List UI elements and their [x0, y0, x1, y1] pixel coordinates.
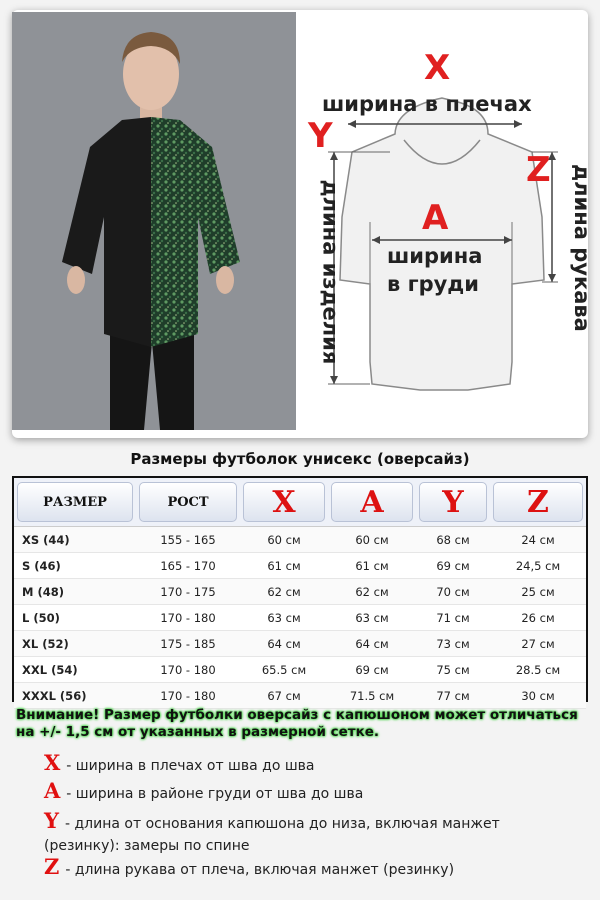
header-height: РОСТ	[136, 478, 240, 527]
cell-y: 73 см	[416, 631, 490, 657]
cell-y: 69 см	[416, 553, 490, 579]
measurement-diagram	[300, 12, 594, 430]
cell-a: 69 см	[328, 657, 416, 683]
cell-a: 64 см	[328, 631, 416, 657]
header-x: X	[240, 478, 328, 527]
model-photo	[12, 12, 296, 430]
cell-height: 165 - 170	[136, 553, 240, 579]
table-row	[14, 579, 586, 605]
cell-y: 77 см	[416, 683, 490, 709]
cell-height: 170 - 180	[136, 605, 240, 631]
header-size: РАЗМЕР	[14, 478, 136, 527]
cell-a: 60 см	[328, 527, 416, 553]
cell-x: 67 см	[240, 683, 328, 709]
y-marker: Y	[308, 116, 333, 156]
header-z: Z	[490, 478, 586, 527]
cell-size: XXXL (56)	[14, 683, 136, 709]
cell-a: 61 см	[328, 553, 416, 579]
cell-size: XS (44)	[14, 527, 136, 553]
legend-item-x	[44, 752, 564, 777]
cell-x: 62 см	[240, 579, 328, 605]
cell-height: 170 - 180	[136, 657, 240, 683]
chest-width-label-2: в груди	[387, 272, 479, 296]
cell-y: 75 см	[416, 657, 490, 683]
cell-size: L (50)	[14, 605, 136, 631]
warning-note: Внимание! Размер футболки оверсайз с капюшоном может отличаться на +/- 1,5 см от указанных в размерной сетке.	[16, 707, 578, 740]
table-row	[14, 657, 586, 683]
table-row	[14, 527, 586, 553]
a-marker: A	[422, 198, 449, 238]
cell-x: 65.5 см	[240, 657, 328, 683]
cell-y: 70 см	[416, 579, 490, 605]
table-header-row	[14, 478, 586, 527]
legend-item-y	[44, 810, 564, 857]
cell-size: M (48)	[14, 579, 136, 605]
shoulder-width-label: ширина в плечах	[322, 92, 532, 116]
cell-z: 24,5 см	[490, 553, 586, 579]
cell-height: 175 - 185	[136, 631, 240, 657]
cell-a: 63 см	[328, 605, 416, 631]
cell-size: S (46)	[14, 553, 136, 579]
cell-a: 62 см	[328, 579, 416, 605]
table-row	[14, 553, 586, 579]
cell-x: 63 см	[240, 605, 328, 631]
legend-letter-z: Z	[44, 854, 60, 879]
cell-z: 27 см	[490, 631, 586, 657]
cell-height: 170 - 180	[136, 683, 240, 709]
cell-z: 25 см	[490, 579, 586, 605]
cell-height: 155 - 165	[136, 527, 240, 553]
page-title: Размеры футболок унисекс (оверсайз)	[130, 450, 470, 468]
cell-y: 71 см	[416, 605, 490, 631]
legend-text-y: - длина от основания капюшона до низа, включая манжет (резинку): замеры по спине	[44, 816, 500, 854]
legend-text-a: - ширина в районе груди от шва до шва	[66, 786, 364, 802]
legend-letter-y: Y	[44, 808, 59, 833]
z-marker: Z	[526, 150, 551, 190]
garment-length-label: длина изделия	[318, 179, 343, 365]
cell-z: 26 см	[490, 605, 586, 631]
model-image	[12, 12, 296, 430]
header-y: Y	[416, 478, 490, 527]
legend-letter-a: A	[44, 778, 61, 803]
cell-z: 24 см	[490, 527, 586, 553]
table-row	[14, 683, 586, 709]
legend-text-z: - длина рукава от плеча, включая манжет (резинку)	[65, 862, 455, 878]
legend-text-x: - ширина в плечах от шва до шва	[66, 758, 315, 774]
legend-item-a	[44, 780, 564, 805]
cell-z: 28.5 см	[490, 657, 586, 683]
cell-size: XL (52)	[14, 631, 136, 657]
cell-size: XXL (54)	[14, 657, 136, 683]
cell-z: 30 см	[490, 683, 586, 709]
table-row	[14, 605, 586, 631]
cell-x: 60 см	[240, 527, 328, 553]
cell-height: 170 - 175	[136, 579, 240, 605]
table-row	[14, 631, 586, 657]
cell-a: 71.5 см	[328, 683, 416, 709]
sleeve-length-label: длина рукава	[569, 164, 594, 332]
legend-item-z	[44, 856, 564, 881]
cell-x: 61 см	[240, 553, 328, 579]
size-table	[12, 476, 588, 702]
header-a: A	[328, 478, 416, 527]
x-marker: X	[424, 48, 451, 88]
cell-x: 64 см	[240, 631, 328, 657]
legend-letter-x: X	[44, 750, 61, 775]
chest-width-label-1: ширина	[387, 244, 483, 268]
cell-y: 68 см	[416, 527, 490, 553]
